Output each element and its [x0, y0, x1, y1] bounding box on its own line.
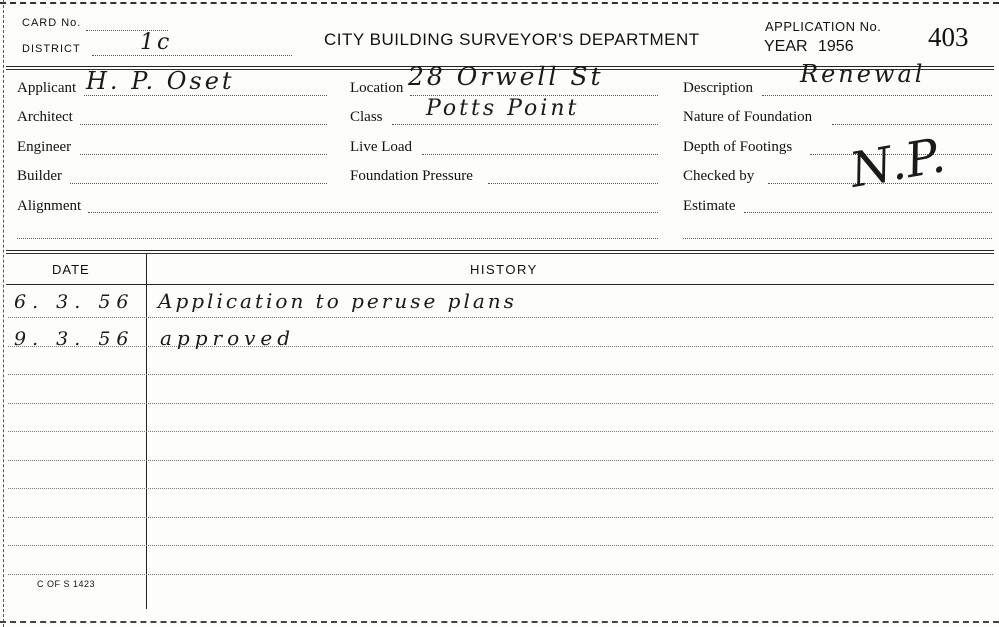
foundation-pressure-label: Foundation Pressure [350, 168, 473, 184]
estimate-label: Estimate [683, 198, 736, 214]
foundation-pressure-line [488, 183, 658, 184]
application-number: 403 [928, 22, 969, 52]
history-rule [8, 431, 993, 432]
nature-of-foundation-line [832, 124, 992, 125]
engineer-line [80, 154, 327, 155]
history-header-rule [6, 284, 994, 285]
district-value: 1c [140, 30, 173, 55]
checked-by-value: N.P. [845, 127, 951, 199]
checked-by-label: Checked by [683, 168, 755, 184]
class-value: Potts Point [426, 96, 580, 121]
location-value: 28 Orwell St [408, 62, 604, 91]
district-line [92, 55, 292, 56]
history-rule [8, 346, 993, 347]
estimate-line [744, 212, 992, 213]
history-entry-date: 6. 3. 56 [14, 291, 135, 313]
year-label: YEAR [764, 38, 808, 55]
year-value: 1956 [818, 38, 854, 55]
department-title: CITY BUILDING SURVEYOR'S DEPARTMENT [324, 30, 700, 49]
engineer-label: Engineer [17, 139, 72, 155]
builder-line [70, 183, 327, 184]
description-line [762, 95, 992, 96]
history-rule [8, 317, 993, 318]
card-no-label: CARD No. [22, 17, 82, 29]
history-separator-bottom [6, 253, 994, 254]
district-label: DISTRICT [22, 43, 81, 55]
location-label: Location [350, 80, 404, 96]
form-code: C OF S 1423 [37, 579, 96, 589]
nature-of-foundation-label: Nature of Foundation [683, 109, 813, 125]
bottom-border [0, 621, 999, 623]
top-border [0, 2, 999, 4]
history-entry-text: approved [160, 326, 296, 350]
architect-line [80, 124, 327, 125]
history-rule [8, 517, 993, 518]
history-rule [8, 403, 993, 404]
history-entry-text: Application to peruse plans [158, 289, 517, 313]
history-entry-date: 9. 3. 56 [14, 328, 135, 350]
class-line [392, 124, 658, 125]
description-value: Renewal [800, 60, 926, 88]
live-load-line [422, 154, 658, 155]
date-column-header: DATE [52, 262, 90, 277]
applicant-line [84, 95, 327, 96]
class-label: Class [350, 109, 383, 125]
estimate-line-2 [683, 238, 992, 239]
history-rule [8, 545, 993, 546]
history-rule [8, 574, 993, 575]
live-load-label: Live Load [350, 139, 413, 155]
history-rule [8, 460, 993, 461]
description-label: Description [683, 80, 753, 96]
applicant-label: Applicant [17, 80, 77, 96]
architect-label: Architect [17, 109, 73, 125]
history-separator-top [6, 250, 994, 251]
history-rule [8, 374, 993, 375]
builder-label: Builder [17, 168, 62, 184]
alignment-line-2 [17, 238, 658, 239]
alignment-line [88, 212, 658, 213]
history-rule [8, 488, 993, 489]
depth-of-footings-label: Depth of Footings [683, 139, 793, 155]
application-no-label: APPLICATION No. [765, 19, 882, 34]
alignment-label: Alignment [17, 198, 82, 214]
history-column-header: HISTORY [470, 262, 538, 277]
left-border [3, 0, 4, 627]
applicant-value: H. P. Oset [86, 67, 235, 95]
